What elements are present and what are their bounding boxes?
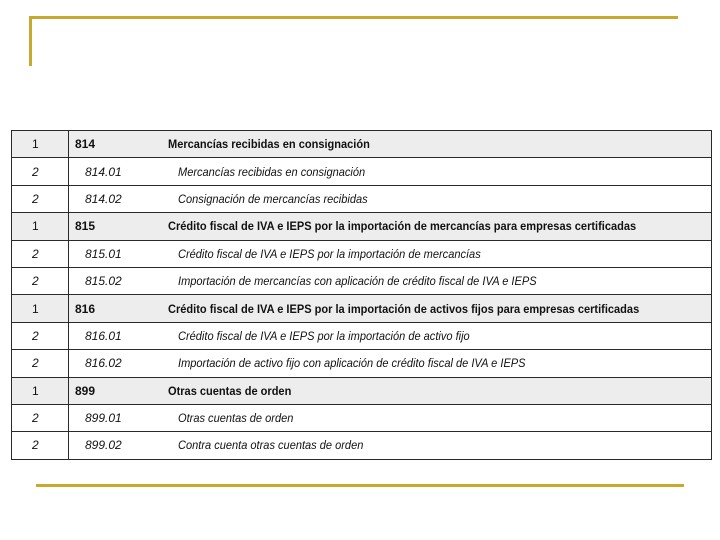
level-cell: 2 [12,185,69,212]
table-row [12,267,712,294]
table-row [12,404,712,431]
row-edge [711,404,712,431]
code-cell: 816.01 [69,322,164,349]
decorative-bottom-line [36,484,684,487]
table-row [12,131,712,158]
code-cell: 814.02 [69,185,164,212]
table-row [12,158,712,185]
row-edge [711,213,712,240]
name-cell [163,377,711,404]
level-cell: 2 [12,404,69,431]
level-cell: 2 [12,240,69,267]
level-cell: 2 [12,322,69,349]
name-text: Crédito fiscal de IVA e IEPS por la importación de mercancías [178,246,481,261]
code-cell: 814 [69,131,164,158]
name-text: Mercancías recibidas en consignación [178,164,366,179]
decorative-left-line [29,16,32,66]
name-cell [163,240,711,267]
table-row [12,350,712,377]
name-text: Importación de activo fijo con aplicación de crédito fiscal de IVA e IEPS [178,356,526,371]
code-cell: 816.02 [69,350,164,377]
row-edge [711,267,712,294]
code-cell: 899.01 [69,404,164,431]
table-row [12,185,712,212]
code-cell: 814.01 [69,158,164,185]
table-row [12,322,712,349]
code-cell: 899.02 [69,432,164,459]
row-edge [711,158,712,185]
table-row [12,432,712,459]
level-cell: 1 [12,377,69,404]
name-text: Contra cuenta otras cuentas de orden [178,438,364,453]
row-edge [711,240,712,267]
name-cell [163,158,711,185]
name-text: Crédito fiscal de IVA e IEPS por la importación de activo fijo [178,328,470,343]
row-edge [711,322,712,349]
table-row [12,377,712,404]
name-text: Crédito fiscal de IVA e IEPS por la importación de activos fijos para empresas certificadas [168,301,640,316]
row-edge [711,131,712,158]
name-cell [163,350,711,377]
row-edge [711,295,712,322]
name-text: Crédito fiscal de IVA e IEPS por la importación de mercancías para empresas certificadas [168,219,637,234]
level-cell: 1 [12,213,69,240]
code-cell: 815.01 [69,240,164,267]
row-edge [711,350,712,377]
decorative-top-line [29,16,678,19]
code-cell: 816 [69,295,164,322]
level-cell: 1 [12,295,69,322]
table-row [12,240,712,267]
code-cell: 815.02 [69,267,164,294]
name-cell [163,404,711,431]
level-cell: 2 [12,350,69,377]
name-cell [163,432,711,459]
row-edge [711,185,712,212]
level-cell: 2 [12,267,69,294]
code-cell: 899 [69,377,164,404]
name-text: Otras cuentas de orden [178,411,294,426]
name-text: Consignación de mercancías recibidas [178,191,368,206]
name-text: Importación de mercancías con aplicación de crédito fiscal de IVA e IEPS [178,274,537,289]
table-row [12,295,712,322]
name-cell [163,185,711,212]
name-cell [163,295,711,322]
account-code-table [11,130,712,460]
level-cell: 1 [12,131,69,158]
code-cell: 815 [69,213,164,240]
table-row [12,213,712,240]
level-cell: 2 [12,432,69,459]
name-cell [163,213,711,240]
level-cell: 2 [12,158,69,185]
name-cell [163,322,711,349]
name-cell [163,131,711,158]
name-cell [163,267,711,294]
row-edge [711,432,712,459]
name-text: Otras cuentas de orden [168,383,292,398]
name-text: Mercancías recibidas en consignación [168,137,370,152]
row-edge [711,377,712,404]
